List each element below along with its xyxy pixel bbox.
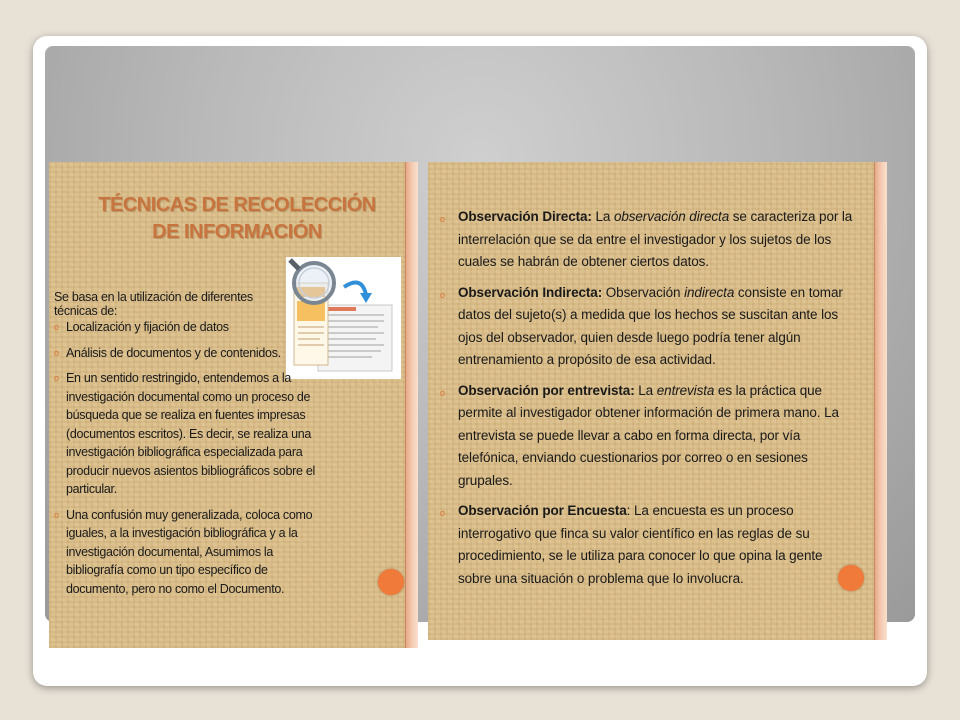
circle-bullet-icon: o	[440, 387, 445, 398]
circle-bullet-icon: o	[54, 347, 59, 358]
list-item: o Observación por entrevista: La entrevista es la práctica que permite al investigador obtener información de primera mano. La entrevista se puede llevar a cabo en forma directa, por vía telefónica, enviando cuestionarios por correo o en sesiones grupales.	[440, 382, 839, 488]
orange-dot-decoration	[378, 569, 404, 595]
right-content-card	[428, 162, 887, 640]
card-title: TÉCNICAS DE RECOLECCIÓN DE INFORMACIÓN	[98, 194, 376, 243]
list-item: o Observación Directa: La observación directa se caracteriza por la interrelación que se da entre el investigador y los sujetos de los cuales se habrán de obtener ciertos datos.	[440, 209, 853, 269]
list-item: o Localización y fijación de datos	[54, 318, 319, 337]
list-item: o Observación Indirecta: Observación indirecta consiste en tomar datos del sujeto(s) a medida que los hechos se suscitan ante los ojos del observador, quien desde luego podría tener algún entrenamiento a propósito de esa actividad.	[440, 284, 843, 367]
card-edge-strip	[874, 162, 887, 640]
circle-bullet-icon: o	[54, 509, 59, 520]
intro-text: Se basa en la utilización de diferentes técnicas de:	[54, 290, 253, 318]
list-item: o En un sentido restringido, entendemos a la investigación documental como un proceso de búsqueda que se realiza en fuentes impresas (documentos escritos). Es decir, se realiza una investigación bibliográfica especializada para producir nuevos asientos bibliográficos sobre el particular.	[54, 371, 315, 496]
circle-bullet-icon: o	[440, 289, 445, 300]
right-bullet-list	[440, 206, 855, 598]
circle-bullet-icon: o	[54, 322, 59, 332]
circle-bullet-icon: o	[54, 373, 59, 383]
list-item: o Una confusión muy generalizada, coloca como iguales, a la investigación bibliográfica y a la investigación documental, Asumimos la bibliografía como un tipo específico de documento, pero no como el Documento.	[54, 507, 313, 596]
left-bullet-list	[54, 318, 319, 605]
left-content-card	[49, 162, 418, 648]
orange-dot-decoration	[838, 565, 864, 591]
circle-bullet-icon: o	[440, 508, 445, 518]
circle-bullet-icon: o	[440, 214, 445, 224]
card-edge-strip	[405, 162, 418, 648]
list-item: o Análisis de documentos y de contenidos.	[54, 344, 319, 363]
list-item: o Observación por Encuesta: La encuesta es un proceso interrogativo que finca su valor científico en las reglas de su procedimiento, se le utiliza para conocer lo que opina la gente sobre una situación o problema que lo involucra.	[440, 503, 823, 586]
